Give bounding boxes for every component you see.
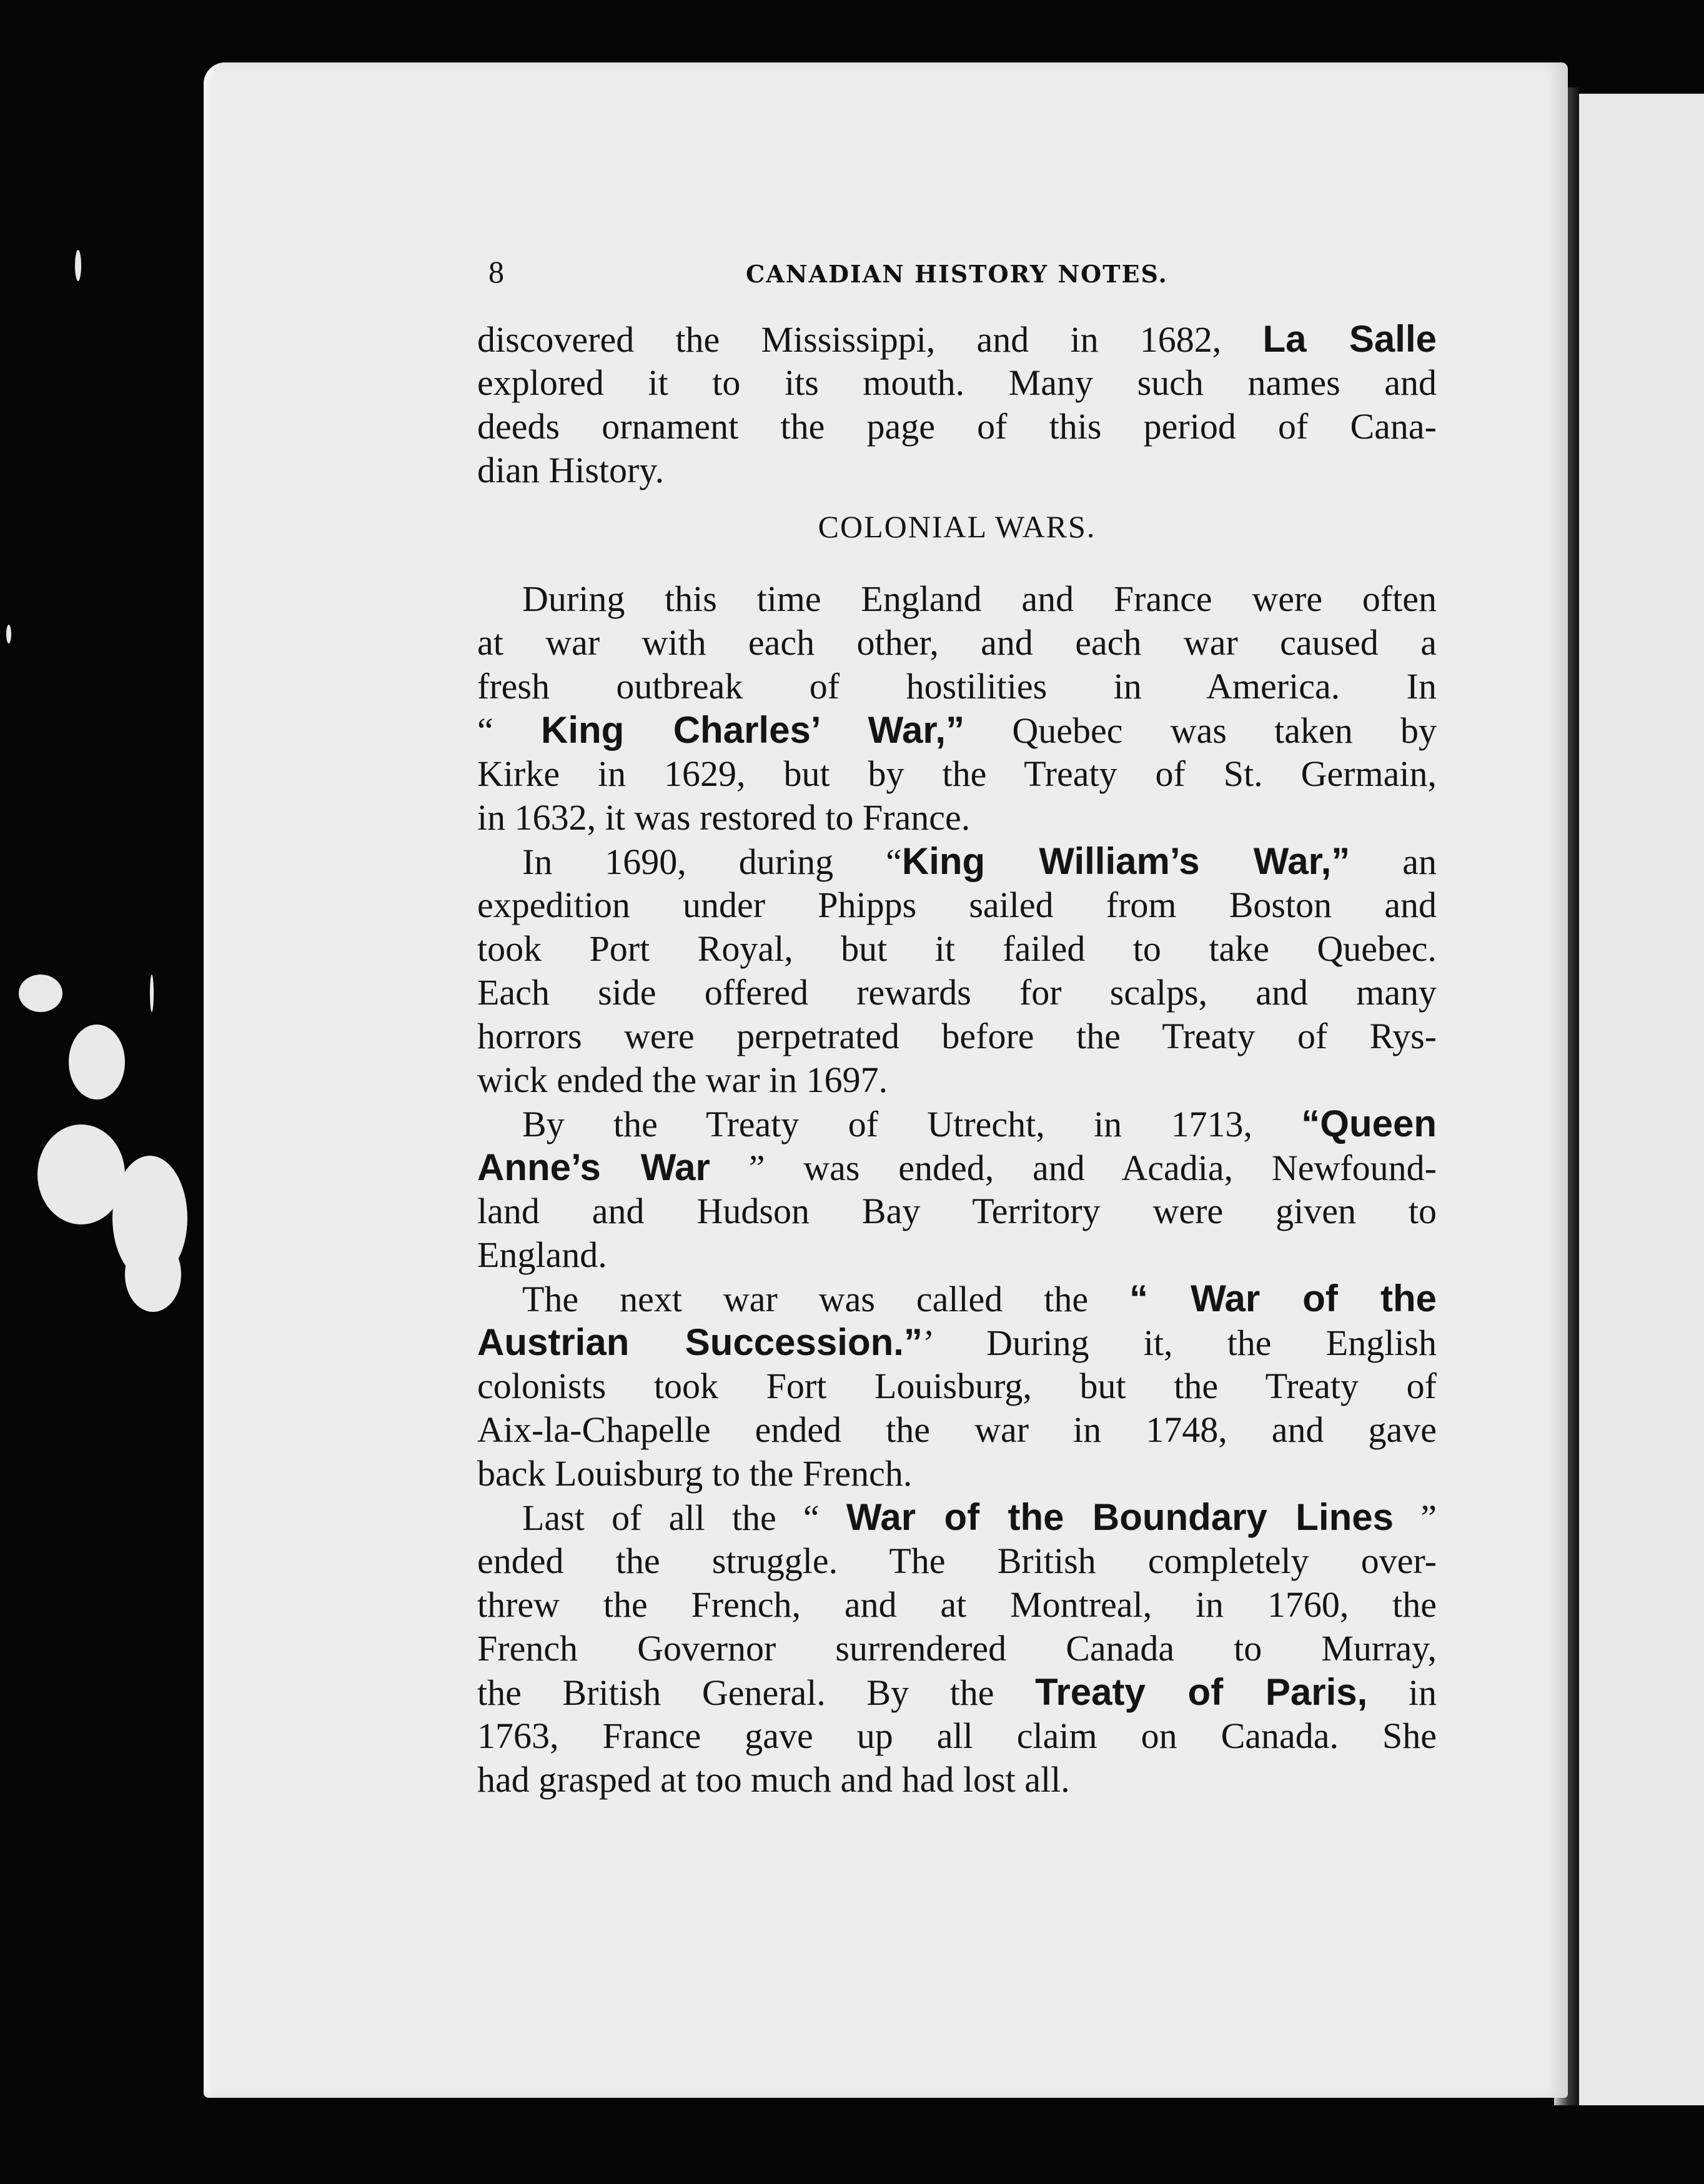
text-line: expedition under Phipps sailed from Boston and	[477, 885, 1437, 925]
text-line: threw the French, and at Montreal, in 1760, the	[477, 1584, 1437, 1625]
text-line: deeds ornament the page of this period of Cana-	[477, 406, 1437, 447]
paragraph-king-william	[477, 840, 1437, 1102]
running-head: CANADIAN HISTORY NOTES.	[746, 260, 1168, 288]
text-line: horrors were perpetrated before the Treaty of Rys-	[477, 1016, 1437, 1056]
text-line	[477, 840, 1437, 883]
text-run: In 1690, during “	[522, 841, 902, 882]
intro-paragraph	[477, 317, 1437, 492]
bold-war-name: Anne’s War	[477, 1146, 710, 1188]
text-line: Kirke in 1629, but by the Treaty of St. Germain,	[477, 753, 1437, 794]
text-line	[477, 708, 1437, 752]
text-run: in	[1367, 1672, 1437, 1713]
text-run: “	[477, 710, 541, 751]
bold-name-la-salle: La Salle	[1262, 318, 1437, 360]
text-line	[477, 1321, 1437, 1364]
page-number: 8	[488, 254, 504, 289]
text-line	[477, 317, 1437, 361]
paragraph-queen-anne	[477, 1102, 1437, 1277]
text-line: ended the struggle. The British completely over-	[477, 1541, 1437, 1581]
text-line: wick ended the war in 1697.	[477, 1060, 888, 1100]
text-run: ’ During it, the English	[922, 1323, 1437, 1363]
text-run: ” was ended, and Acadia, Newfound-	[710, 1148, 1437, 1188]
text-line: Each side offered rewards for scalps, and many	[477, 972, 1437, 1013]
text-line	[477, 1146, 1437, 1189]
bold-war-name: War of the Boundary Lines	[846, 1496, 1394, 1538]
text-line: in 1632, it was restored to France.	[477, 797, 971, 838]
text-line	[477, 1496, 1437, 1539]
text-run: discovered the Mississippi, and in 1682,	[477, 319, 1263, 360]
bold-war-name: King Charles’ War,”	[541, 709, 965, 751]
section-heading: COLONIAL WARS.	[818, 509, 1096, 544]
text-line: explored it to its mouth. Many such names and	[477, 362, 1437, 403]
text-line: colonists took Fort Louisburg, but the Treaty of	[477, 1366, 1437, 1406]
paragraph-austrian-succession	[477, 1277, 1437, 1496]
text-run: an	[1350, 841, 1437, 882]
text-line: England.	[477, 1234, 607, 1275]
text-run: Last of all the “	[522, 1497, 846, 1538]
bold-war-name: Austrian Succession.”	[477, 1321, 923, 1363]
page-body	[477, 317, 1437, 1802]
text-run: Quebec was taken by	[964, 710, 1437, 751]
text-line: fresh outbreak of hostilities in America. In	[477, 666, 1437, 707]
text-line	[477, 1102, 1437, 1146]
text-line: had grasped at too much and had lost all.	[477, 1759, 1070, 1800]
facing-page-edge	[1577, 94, 1704, 2105]
text-line	[477, 1277, 1437, 1321]
text-line: 1763, France gave up all claim on Canada. She	[477, 1715, 1437, 1756]
text-line: at war with each other, and each war caused a	[477, 622, 1437, 663]
text-run: ”	[1394, 1497, 1437, 1538]
text-line: back Louisburg to the French.	[477, 1453, 913, 1494]
text-line	[477, 1670, 1437, 1714]
bold-war-name: “ War of the	[1129, 1278, 1437, 1319]
text-run: the British General. By the	[477, 1672, 1036, 1713]
paragraph-boundary-lines	[477, 1496, 1437, 1802]
bold-war-name: King William’s War,”	[901, 840, 1350, 882]
bold-war-name: “Queen	[1301, 1103, 1437, 1144]
text-line: French Governor surrendered Canada to Murray,	[477, 1628, 1437, 1669]
paragraph-king-charles	[477, 577, 1437, 840]
text-line: Aix-la-Chapelle ended the war in 1748, and gave	[477, 1409, 1437, 1450]
bold-treaty-name: Treaty of Paris,	[1035, 1671, 1368, 1713]
text-line: dian History.	[477, 450, 665, 490]
text-line: During this time England and France were often	[522, 578, 1437, 619]
page-header	[483, 254, 1445, 291]
text-run: By the Treaty of Utrecht, in 1713,	[522, 1104, 1302, 1144]
text-run: The next war was called the	[522, 1279, 1129, 1319]
text-line: land and Hudson Bay Territory were given to	[477, 1191, 1437, 1231]
text-line: took Port Royal, but it failed to take Quebec.	[477, 928, 1437, 969]
